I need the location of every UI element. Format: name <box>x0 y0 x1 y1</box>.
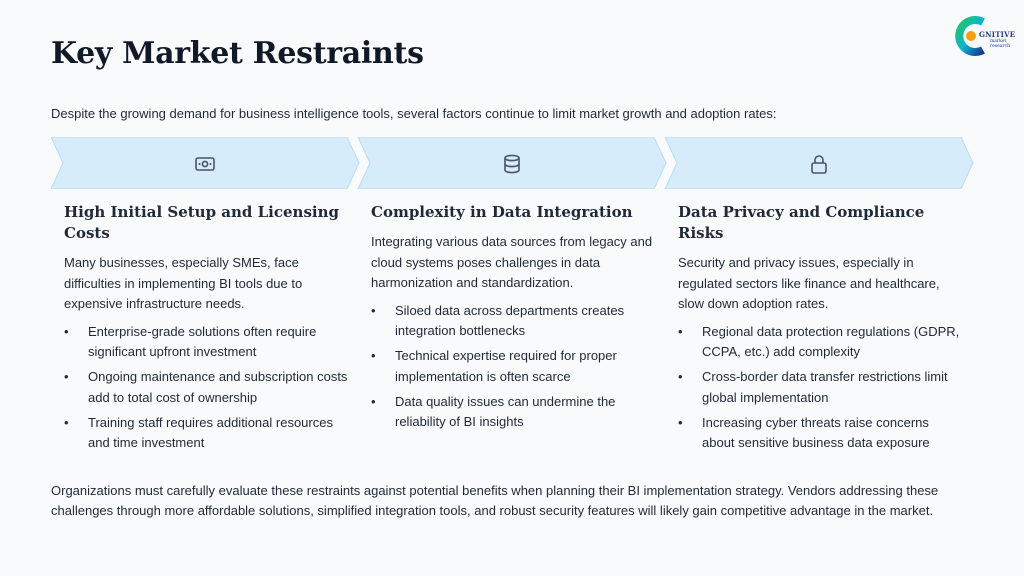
restraint-column-integration <box>371 202 661 437</box>
column-heading: Complexity in Data Integration <box>371 203 633 221</box>
logo-subtext: market research <box>990 39 1011 49</box>
list-item: • Training staff requires additional resources and time investment <box>64 413 354 454</box>
column-heading: Data Privacy and Compliance Risks <box>678 203 925 242</box>
page-title: Key Market Restraints <box>51 36 424 71</box>
bullet-list <box>678 322 963 454</box>
footer-text: Organizations must carefully evaluate these restraints against potential benefits when planning their BI implementation strategy. Vendors addressing these challenges through more affordable solutions, simplified integration tools, and robust security features will likely gain competitive advantage in the market. <box>51 483 939 518</box>
lock-icon <box>808 153 830 175</box>
restraint-column-privacy <box>678 202 963 458</box>
list-item: • Regional data protection regulations (GDPR, CCPA, etc.) add complexity <box>678 322 963 363</box>
bullet-list <box>371 301 661 433</box>
logo-wordmark: GNITIVE <box>979 30 1016 39</box>
list-item: • Increasing cyber threats raise concerns about sensitive business data exposure <box>678 413 963 454</box>
bullet-list <box>64 322 354 454</box>
money-icon <box>194 153 216 175</box>
list-item: • Data quality issues can undermine the reliability of BI insights <box>371 392 661 433</box>
list-item: • Technical expertise required for proper implementation is often scarce <box>371 346 661 387</box>
list-item: • Ongoing maintenance and subscription costs add to total cost of ownership <box>64 367 354 408</box>
column-description: Integrating various data sources from legacy and cloud systems poses challenges in data harmonization and standardization. <box>371 234 653 290</box>
column-description: Security and privacy issues, especially in regulated sectors like finance and healthcare, slow down adoption rates. <box>678 255 940 311</box>
list-item: • Siloed data across departments creates integration bottlenecks <box>371 301 661 342</box>
column-description: Many businesses, especially SMEs, face difficulties in implementing BI tools due to expensive infrastructure needs. <box>64 255 303 311</box>
column-heading: High Initial Setup and Licensing Costs <box>64 203 339 242</box>
restraint-column-costs <box>64 202 354 458</box>
list-item: • Enterprise-grade solutions often require significant upfront investment <box>64 322 354 363</box>
list-item: • Cross-border data transfer restrictions limit global implementation <box>678 367 963 408</box>
intro-text: Despite the growing demand for business intelligence tools, several factors continue to limit market growth and adoption rates: <box>51 106 777 121</box>
database-icon <box>501 153 523 175</box>
